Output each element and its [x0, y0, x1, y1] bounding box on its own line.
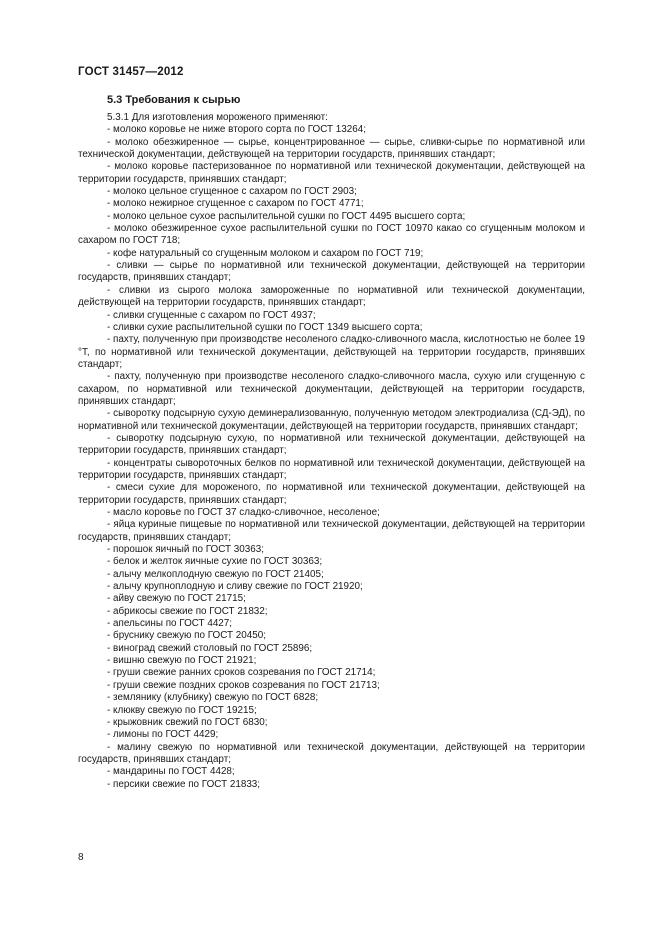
list-item: - сыворотку подсырную сухую деминерализованную, полученную методом электродиализа (СД-ЭД), по нормативной или технической документации, действующей на территории государств, принявших стандарт; — [78, 408, 585, 432]
list-item: - кофе натуральный со сгущенным молоком и сахаром по ГОСТ 719; — [107, 247, 424, 259]
list-item: - концентраты сывороточных белков по нормативной или технической документации, действующей на территории государств, принявших стандарт; — [78, 457, 585, 481]
list-item: - сливки — сырье по нормативной или технической документации, действующей на территории государств, принявших стандарт; — [78, 260, 585, 284]
list-item: - молоко обезжиренное — сырье, концентрированное — сырье, сливки-сырье по нормативной или технической документации, действующей на территории государств, принявших стандарт; — [78, 136, 585, 161]
list-item: - масло коровье по ГОСТ 37 сладко-сливочное, несоленое; — [107, 507, 380, 518]
list-item: - мандарины по ГОСТ 4428; — [107, 766, 235, 778]
clause-intro: 5.3.1 Для изготовления мороженого применяют: — [107, 112, 328, 123]
page-number: 8 — [78, 852, 84, 863]
list-item: - абрикосы свежие по ГОСТ 21832; — [107, 605, 268, 617]
list-item: - алычу мелкоплодную свежую по ГОСТ 21405; — [107, 568, 324, 580]
list-item: - молоко коровье пастеризованное по нормативной или технической документации, действующей на территории государств, принявших стандарт; — [78, 161, 585, 185]
list-item: - смеси сухие для мороженого, по нормативной или технической документации, действующей на территории государств, принявших стандарт; — [78, 482, 585, 506]
list-item: - груши свежие поздних сроков созревания по ГОСТ 21713; — [107, 679, 380, 691]
list-item: - апельсины по ГОСТ 4427; — [107, 618, 233, 630]
list-item: - молоко цельное сгущенное с сахаром по ГОСТ 2903; — [107, 186, 357, 198]
list-item: - крыжовник свежий по ГОСТ 6830; — [107, 716, 268, 728]
list-item: - вишню свежую по ГОСТ 21921; — [107, 655, 257, 667]
list-item: - сыворотку подсырную сухую, по нормативной или технической документации, действующей на территории государств, принявших стандарт; — [78, 432, 585, 457]
list-item: - персики свежие по ГОСТ 21833; — [107, 778, 261, 790]
list-item: - пахту, полученную при производстве несоленого сладко-сливочного масла, сухую или сгущенную с сахаром, по нормативной или технической документации, действующей на территории государств, принявших стандарт; — [78, 371, 585, 407]
list-item: - груши свежие ранних сроков созревания по ГОСТ 21714; — [107, 667, 376, 679]
list-item: - алычу крупноплодную и сливу свежие по ГОСТ 21920; — [107, 581, 363, 593]
list-item: - бруснику свежую по ГОСТ 20450; — [107, 630, 267, 642]
list-item: - молоко нежирное сгущенное с сахаром по ГОСТ 4771; — [107, 198, 364, 210]
list-item: - айву свежую по ГОСТ 21715; — [107, 593, 246, 605]
list-item: - молоко цельное сухое распылительной сушки по ГОСТ 4495 высшего сорта; — [107, 210, 466, 222]
list-item: - землянику (клубнику) свежую по ГОСТ 6828; — [107, 692, 319, 704]
list-item: - белок и желток яичные сухие по ГОСТ 30363; — [107, 556, 323, 568]
list-item: - сливки сухие распылительной сушки по ГОСТ 1349 высшего сорта; — [107, 321, 423, 333]
list-item: - яйца куриные пищевые по нормативной или технической документации, действующей на территории государств, принявших стандарт; — [78, 519, 585, 543]
list-item: - молоко обезжиренное сухое распылительной сушки по ГОСТ 10970 какао со сгущенным молоком и сахаром по ГОСТ 718; — [78, 223, 585, 247]
list-item: - пахту, полученную при производстве несоленого сладко-сливочного масла, кислотностью не более 19 °Т, по нормативной или технической документации, действующей на территории государств, принявших стандарт; — [78, 334, 585, 370]
document-header: ГОСТ 31457—2012 — [78, 66, 184, 78]
list-item: - молоко коровье не ниже второго сорта по ГОСТ 13264; — [107, 124, 366, 136]
list-item: - лимоны по ГОСТ 4429; — [107, 729, 219, 741]
list-item: - клюкву свежую по ГОСТ 19215; — [107, 704, 257, 716]
list-item: - сливки из сырого молока замороженные по нормативной или технической документации, действующей на территории государств, принявших стандарт; — [78, 284, 585, 309]
list-item: - малину свежую по нормативной или технической документации, действующей на территории государств, принявших стандарт; — [78, 741, 585, 765]
list-item: - виноград свежий столовый по ГОСТ 25896; — [107, 642, 313, 654]
list-item: - порошок яичный по ГОСТ 30363; — [107, 544, 264, 556]
section-title: 5.3 Требования к сырью — [107, 94, 241, 106]
list-item: - сливки сгущенные с сахаром по ГОСТ 4937; — [107, 309, 316, 321]
document-body — [78, 112, 585, 791]
